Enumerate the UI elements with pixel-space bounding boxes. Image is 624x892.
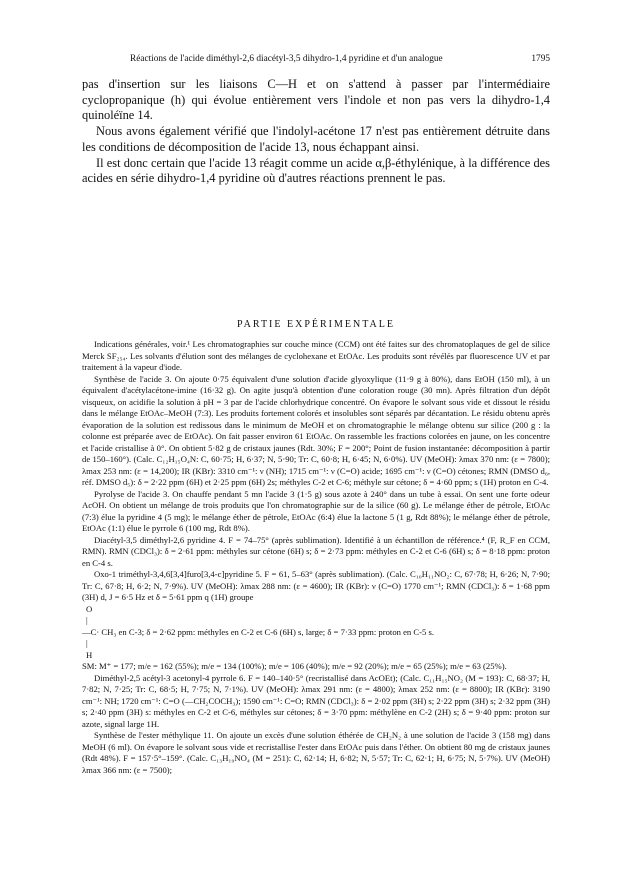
paragraph: Nous avons également vérifié que l'indolyl-acétone 17 n'est pas entièrement détruite dans les conditions de décomposition de l'acide 13, nous échappant ainsi. <box>82 124 550 154</box>
section-title: PARTIE EXPÉRIMENTALE <box>237 319 395 330</box>
paragraph: SM: M⁺ = 177; m/e = 162 (55%); m/e = 134 (100%); m/e = 106 (40%); m/e = 92 (20%); m/e = 65 (25%); m/e = 63 (25%). <box>82 661 507 671</box>
paragraph: Il est donc certain que l'acide 13 réagit comme un acide α,β-éthylénique, à la différence des acides en série dihydro-1,4 pyridine où d'autres réactions prennent le pas. <box>82 155 550 186</box>
paragraph: Oxo-1 triméthyl-3,4,6[3,4]furo[3,4-c]pyridine 5. F = 61, 5–63° (après sublimation). (Calc. C₁₀H₁₁NO₂: C, 67·78; H, 6·26; N, 7·90; Tr: C, 67·8; H, 6·2; N, 7·9%). UV (MeOH): λmax 288 nm: (ε = 4600); IR (KBr): ν (C=O) 1770 cm⁻¹; RMN (CDCl₃): δ = 1·68 ppm (3H) d, J = 6·5 Hz et δ = 5·61 ppm q (1H) groupe <box>82 569 550 602</box>
discussion-text <box>82 77 550 187</box>
structure-atom: O <box>86 603 93 614</box>
paragraph: Diacétyl-3,5 diméthyl-2,6 pyridine 4. F = 74–75° (après sublimation). Identifié à un échantillon de référence.⁴ (F, R_F en CCM, RMN). RMN (CDCl₃): δ = 2·61 ppm: méthyles sur cétone (6H) s; δ = 2·73 ppm: méthyles en C-2 et C-6 (6H) s; δ = 8·18 ppm: proton en C-4 s. <box>82 534 550 568</box>
paragraph: Indications générales, voir.¹ Les chromatographies sur couche mince (CCM) ont été faites sur des chromatoplaques de gel de silice Merck SF₂₅₄. Les solvants d'élution sont des mélanges de cyclohexane et EtOAc. Les produits sont révélés par fluorescence UV et par traitement à la vapeur d'iode. <box>82 339 550 372</box>
structure-bond: | <box>86 615 88 625</box>
structure-atom: H <box>86 649 93 660</box>
structure-fragment-bottom <box>82 638 550 661</box>
structure-fragment-top <box>82 604 550 627</box>
paragraph: pas d'insertion sur les liaisons C—H et on s'attend à passer par l'intermédiaire cyclopropanique (h) qui évolue entièrement vers l'indole et non pas vers la dihydro-1,4 quinoléïne 14. <box>82 77 550 123</box>
running-header <box>130 54 550 64</box>
page-number: 1795 <box>531 54 550 64</box>
paragraph: Synthèse de l'ester méthylique 11. On ajoute un excès d'une solution éthérée de CH₂N₂ à une solution de l'acide 3 (158 mg) dans MeOH (6 ml). On évapore le solvant sous vide et recristallise l'ester dans EtOAc puis dans l'éther. On obtient 80 mg de cristaux jaunes (Rdt 48%). F = 157·5°–159°. (Calc. C₁₃H₁₉NO₄ (M = 251): C, 62·14; H, 6·82; N, 5·57; Tr: C, 62·1; H, 6·75; N, 5·7%). UV (MeOH) λmax 366 nm: (ε = 7500); <box>82 730 550 775</box>
paragraph: Pyrolyse de l'acide 3. On chauffe pendant 5 mn l'acide 3 (1·5 g) sous azote à 240° dans un tube à essai. On sent une forte odeur AcOH. On obtient un mélange de trois produits que l'on chromatographie sur de la silice (60 g). Le mélange éther de pétrole, EtOAc (7:3) élue la pyridine 4 (5 mg); le mélange éther de pétrole, EtOAc (6:4) élue la lactone 5 (1 g, Rdt 88%); le mélange éther de pétrole, EtOAc (1:1) élue le pyrrole 6 (100 mg, Rdt 8%). <box>82 488 550 533</box>
paragraph: Diméthyl-2,5 acétyl-3 acetonyl-4 pyrrole 6. F = 140–140·5° (recristallisé dans AcOEt); (Calc. C₁₁H₁₅NO₂ (M = 193): C, 68·37; H, 7·82; N, 7·25; Tr: C, 68·5; H, 7·75; N, 7·1%). UV (MeOH): λmax 291 nm: (ε = 4800); λmax 252 nm: (ε = 8800); IR (KBr): 3190 cm⁻¹: NH; 1720 cm⁻¹: C=O (—CH₂COCH₃); 1590 cm⁻¹: C=O; RMN (CDCl₃): δ = 2·02 ppm (3H) s; 2·22 ppm (3H) s; 2·32 ppm (3H) s; 2·40 ppm (3H) s: méthyles en C-2 et C-6, méthyles sur cétones; δ = 3·70 ppm: méthylène en C-2 (2H) s; δ = 9·40 ppm: proton sur azote, signal large 1H. <box>82 672 550 729</box>
running-title: Réactions de l'acide diméthyl-2,6 diacétyl-3,5 dihydro-1,4 pyridine et d'un analogue <box>130 54 443 64</box>
experimental-section <box>82 339 550 776</box>
structure-bond: | <box>86 638 88 648</box>
paragraph: —C· CH₃ en C-3; δ = 2·62 ppm: méthyles en C-2 et C-6 (6H) s, large; δ = 7·33 ppm: proton en C-5 s. <box>82 626 435 637</box>
paragraph: Synthèse de l'acide 3. On ajoute 0·75 équivalent d'une solution d'acide glyoxylique (11·9 g à 80%), dans EtOH (150 ml), à un équivalent d'acétylacétone-imine (16·32 g). On agite jusqu'à obtention d'une coloration rouge (30 mn). Après filtration d'un dépôt visqueux, on acidifie la solution à pH = 3 par de l'acide chlorhydrique concentré. On évapore le solvant sous vide et dissout le résidu dans le mélange EtOAc–MeOH (7:3). Les produits fortement colorés et insolubles sont séparés par décantation. Le résidu obtenu après évaporation de la solution est redissous dans le minimum de MeOH et on chromatographie le mélange obtenu sur silice (200 g : la colonne est préparée avec de EtOAc). On fait passer environ 61 EtOAc. On rassemble les fractions colorées en jaune, on les concentre et l'acide cristallise à 0°. On obtient 5·82 g de cristaux jaunes (Rdt. 30%; F = 200°; Point de fusion instantanée: décomposition à partir de 150–160°). (Calc. C₁₂H₁₅O₄N: C, 60·75; H, 6·37; N, 5·90; Tr: C, 60·8; H, 6·45; N, 6·0%). UV (MeOH): λmax 370 nm: (ε = 7800); λmax 253 nm: (ε = 14,200); IR (KBr): 3310 cm⁻¹: ν (NH); 1715 cm⁻¹: ν (C=O) acide; 1695 cm⁻¹: ν (C=O) cétones; RMN (DMSO d₆, réf. DMSO d₅): δ = 2·22 ppm (6H) et 2·25 ppm (6H) 2s; méthyles C-2 et C-6; méthyle sur cétone; δ = 4·60 ppm; s (1H) proton en C-4. <box>82 373 550 487</box>
